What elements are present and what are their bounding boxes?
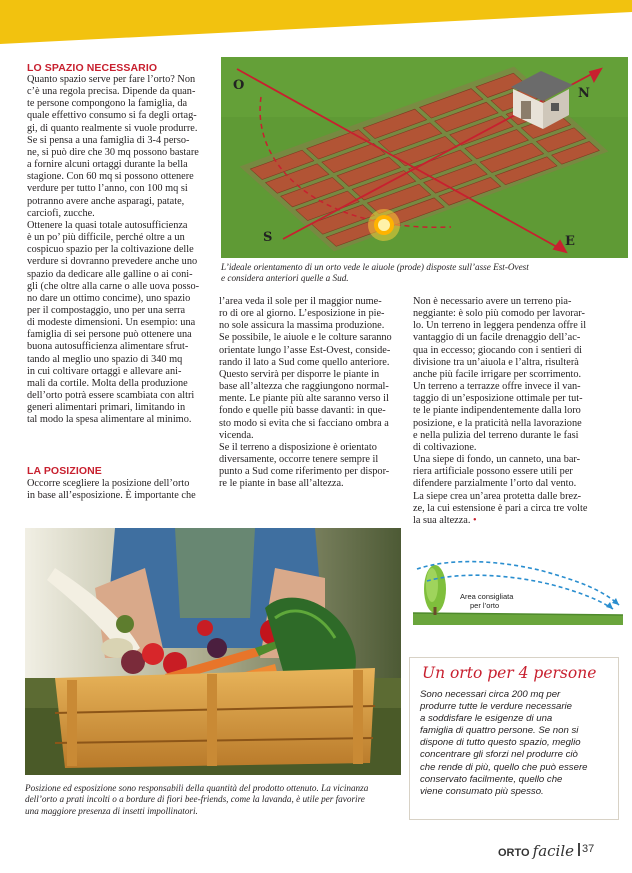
text-line: ro di ore al giorno. L’esposizione in pie- [219, 308, 385, 320]
photo-caption [25, 783, 401, 817]
text-line: rando il lato a Sud come quello anteriore. [219, 356, 390, 368]
diagram-caption [221, 262, 621, 285]
text-line: te le piante indipendentemente dalla loro [413, 405, 581, 417]
south-label: S [263, 230, 273, 245]
text-line: gi, di quanto realmente si vuole produrre. [27, 122, 198, 134]
sidebar-line: viene consumato più spesso. [420, 785, 544, 797]
text-line: in base all’esposizione. È importante che [27, 490, 196, 502]
text-line [413, 515, 621, 527]
section-heading-space: LO SPAZIO NECESSARIO [27, 62, 158, 74]
caption-line: Posizione ed esposizione sono responsabili della quantità del prodotto ottenuto. La vicinanza [25, 783, 369, 793]
hedge-tree-icon [424, 565, 446, 615]
text-line: punto a Sud come riferimento per dispor- [219, 466, 390, 478]
text-line: potranno avere anche asparagi, patate, [27, 195, 185, 207]
windbreak-diagram [413, 555, 623, 625]
text-line: verdure si dovranno prevedere anche uno [27, 256, 198, 268]
text-line: generi alimentari primari, limitando in [27, 402, 186, 414]
text-line: di modeste dimensioni. Un esempio: una [27, 317, 196, 329]
wind-diagram-label-line2: per l’orto [470, 601, 500, 610]
body-column-1b [27, 478, 209, 502]
footer-divider [578, 843, 580, 856]
text-line: taggio di un’esposizione ottimale per tut- [413, 393, 583, 405]
caption-line: una maggiore presenza di insetti impollinatori. [25, 805, 198, 816]
text-line: mali da cortile. Molta della produzione [27, 377, 188, 389]
text-line: fondo e quelle più basse davanti: in que- [219, 405, 386, 417]
sidebar-line: che rende di più, quello che può essere [420, 761, 588, 773]
text-line: no sole assicura la massima produzione. [219, 320, 385, 332]
text-line: diversamente, occorre tenere sempre il [219, 454, 379, 466]
text-line: c’è una regola precisa. Dipende da quan- [27, 86, 196, 98]
text-line-end: la sua altezza. [413, 514, 471, 526]
brand-script: facile [532, 842, 575, 860]
west-label: O [233, 78, 245, 93]
text-line: neggiante: è solo più comodo per lavorar- [413, 308, 585, 320]
body-column-3 [413, 296, 621, 527]
text-line: gli (che oltre alla carne o alle uova posso- [27, 280, 200, 292]
text-line: verdure per tutto l’anno, con 100 mq si [27, 183, 188, 195]
sun-icon [368, 209, 400, 241]
text-line: Se possibile, le aiuole e le colture saranno [219, 332, 392, 344]
east-label: E [565, 234, 575, 249]
text-line: sto modo si evita che si facciano ombra a [219, 417, 389, 429]
text-line: re le piante in base all’altezza. [219, 478, 344, 490]
sidebar-line: a soddisfare le esigenze di una [420, 713, 553, 725]
wind-diagram-label-line1: Area consigliata [460, 592, 514, 601]
north-label: N [578, 86, 590, 101]
vegetable-crate-photo [25, 528, 401, 775]
page-number: 37 [582, 843, 595, 855]
wind-arrows [417, 562, 619, 609]
sidebar-line: famiglia di quattro persone. Se non si [420, 725, 579, 737]
sidebar-line: produrre tutte le verdure necessarie [420, 701, 572, 713]
caption-line: e considera anteriori quelle a Sud. [221, 273, 349, 284]
text-line: e nella pulizia del terreno durante le fasi [413, 429, 579, 441]
text-line: Se si pensa a una famiglia di 3-4 perso- [27, 134, 190, 146]
text-line: base all’altezza che raggiungono normal- [219, 381, 389, 393]
text-line: in cui coltivare ortaggi e allevare ani- [27, 365, 182, 377]
body-column-1 [27, 74, 209, 427]
text-line: carciofi, zucche. [27, 207, 95, 219]
sidebar-box-four-people [409, 657, 619, 820]
garden-orientation-diagram [221, 57, 628, 258]
text-line: cospicuo spazio per la coltivazione delle [27, 244, 194, 256]
brand-word: ORTO [498, 847, 530, 859]
text-line: riera artificiale possono essere utili per [413, 466, 573, 478]
text-line: Se il terreno a disposizione è orientato [219, 441, 377, 453]
text-line: posizione, e la praticità nella lavorazione [413, 417, 582, 429]
text-line: tal modo la spesa alimentare al minimo. [27, 414, 192, 426]
sidebar-text [420, 689, 610, 798]
text-line: stagione. Con 60 mq si possono ottenere [27, 171, 194, 183]
text-line: di coltivazione. [413, 441, 477, 453]
text-line: Una siepe di fondo, un canneto, una bar- [413, 454, 581, 466]
sidebar-line: concentrare gli sforzi nel produrre ciò [420, 749, 578, 761]
text-line: divisione tra un’aiuola e l’altra, risulterà [413, 356, 579, 368]
text-line: buona autosufficienza alimentare sfrut- [27, 341, 189, 353]
text-line: ze, la cui estensione è pari a circa tre volte [413, 502, 588, 514]
sidebar-title: Un orto per 4 persone [422, 664, 597, 682]
text-line: Quanto spazio serve per fare l’orto? Non [27, 74, 196, 85]
text-line: anche più facile irrigare per scorrimento. [413, 368, 582, 380]
caption-line: L’ideale orientamento di un orto vede le aiuole (prode) disposte sull’asse Est-Ovest [221, 262, 529, 272]
text-line: quale effettivo consumo si fa degli ortag- [27, 110, 197, 122]
text-line: difendere parzialmente l’orto dal vento. [413, 478, 577, 490]
end-mark: • [473, 514, 477, 526]
text-line: vantaggio di un facile drenaggio dell’ac- [413, 332, 581, 344]
text-line: è un po’ più difficile, perché oltre a un [27, 232, 185, 244]
text-line: orientate lungo l’asse Est-Ovest, conside- [219, 344, 391, 356]
caption-line: dell’orto a prati incolti o a bordure di fiori bee-friends, come la lavanda, è utile per favorire [25, 794, 365, 805]
text-line: mente. Le piante più alte saranno verso il [219, 393, 389, 405]
text-line: Occorre scegliere la posizione dell’orto [27, 478, 190, 489]
text-line: Un terreno a terrazze offre invece il van- [413, 381, 581, 393]
text-line: lo. Un terreno in leggera pendenza offre il [413, 320, 587, 332]
text-line: Non è necessario avere un terreno pia- [413, 296, 572, 307]
sidebar-line: dispone di tutto questo spazio, meglio [420, 737, 581, 749]
text-line: te persone compongono la famiglia, da [27, 98, 188, 110]
text-line: a fornire alcuni ortaggi durante la bella [27, 159, 188, 171]
sidebar-line: conservato facilmente, quello che [420, 773, 563, 785]
text-line: no dare un ottimo concime), uno spazio [27, 292, 191, 304]
top-decorative-band [0, 0, 632, 44]
text-line: tando al meglio uno spazio di 340 mq [27, 353, 183, 365]
sidebar-line: Sono necessari circa 200 mq per [420, 689, 561, 700]
text-line: qua in eccesso; giocando con i sentieri di [413, 344, 582, 356]
text-line: La siepe crea un’area protetta dalle brez- [413, 490, 582, 502]
text-line: spazio da dedicare alle galline o ai coni- [27, 268, 193, 280]
body-column-2 [219, 296, 403, 491]
text-line: famiglia di sei persone può ottenere una [27, 329, 192, 341]
footer-brand [498, 842, 574, 860]
section-heading-position: LA POSIZIONE [27, 465, 102, 477]
text-line: per il compostaggio, uno per una serra [27, 304, 186, 316]
text-line: l’area veda il sole per il maggior nume- [219, 296, 382, 307]
text-line: Questo servirà per disporre le piante in [219, 368, 380, 380]
text-line: Ottenere la quasi totale autosufficienza [27, 219, 188, 231]
text-line: vicenda. [219, 429, 254, 441]
text-line: dell’orto potrà essere scambiata con altri [27, 390, 195, 402]
text-line: ne, si può dire che 30 mq possono bastare [27, 146, 199, 158]
